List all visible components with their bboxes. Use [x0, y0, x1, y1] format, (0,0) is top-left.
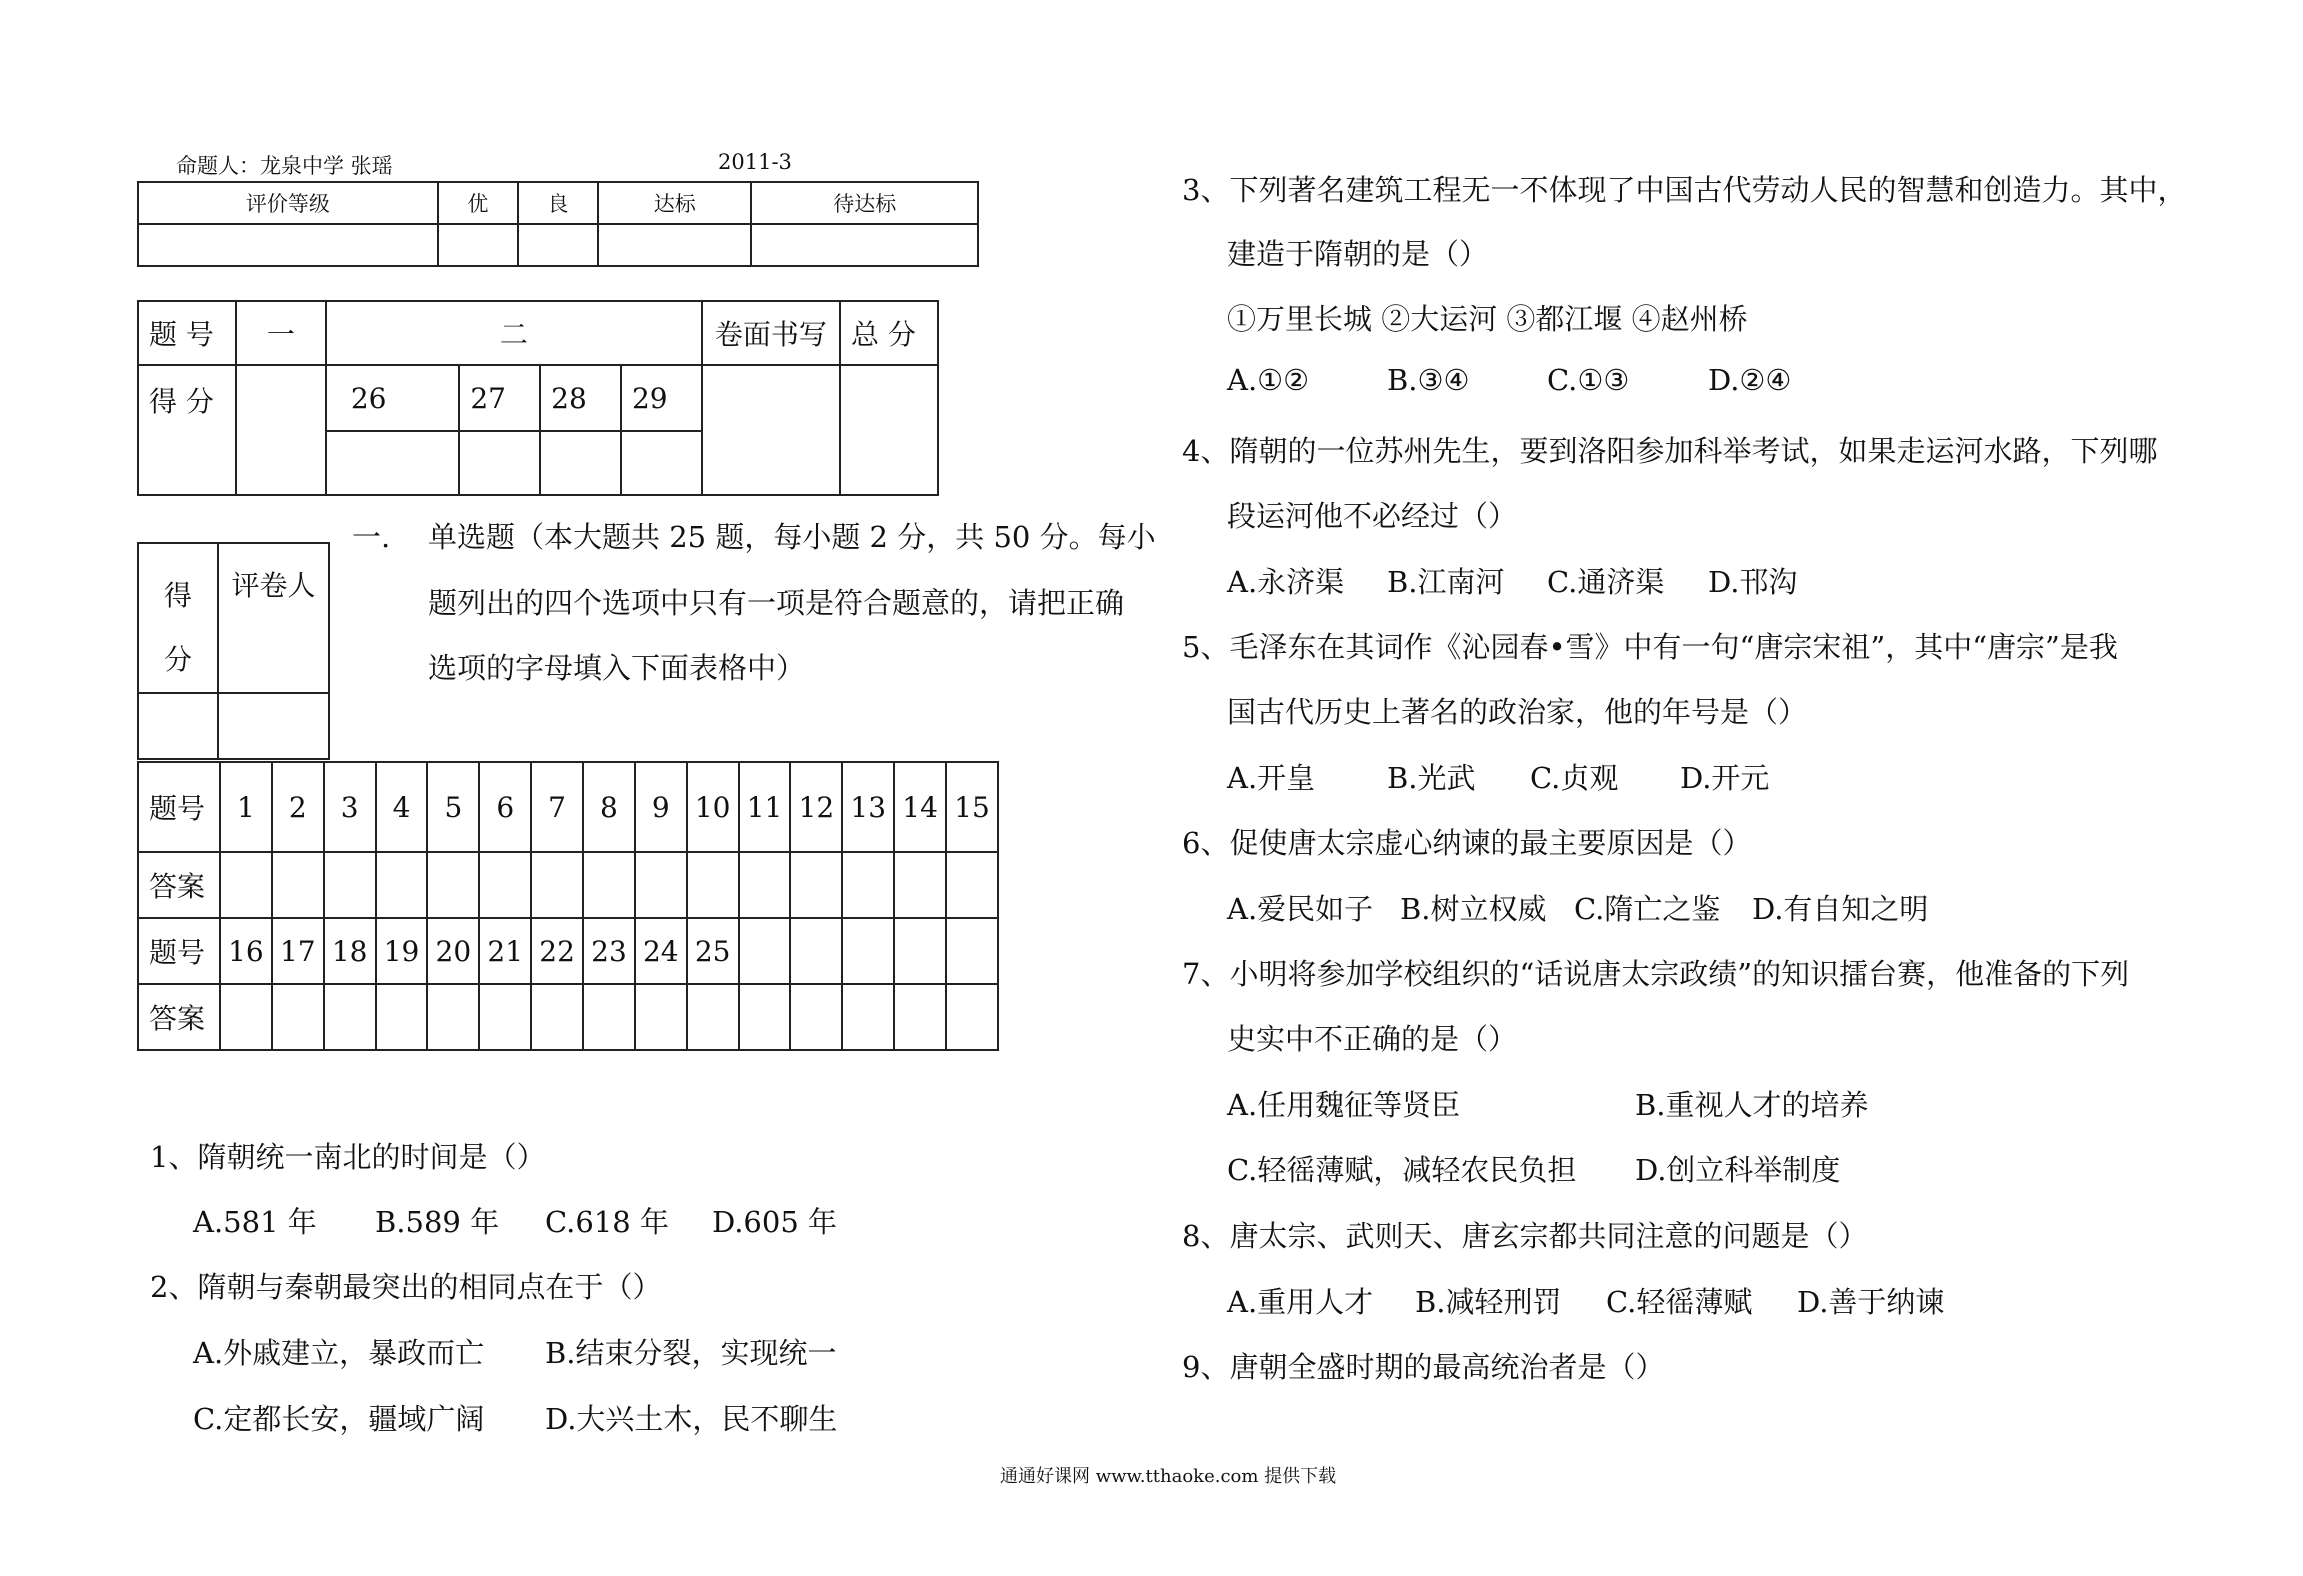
q6-option-a: A.爱民如子 — [1227, 892, 1374, 926]
question-number-cell: 7 — [531, 762, 583, 852]
q4-option-b: B.江南河 — [1387, 565, 1505, 599]
question-3-line1: 3、下列著名建筑工程无一不体现了中国古代劳动人民的智慧和创造力。其中， — [1182, 173, 2187, 207]
section-intro-line3: 选项的字母填入下面表格中） — [428, 651, 806, 685]
grade-header: 评价等级 — [138, 182, 438, 224]
answer-cell[interactable] — [739, 852, 791, 918]
question-number-cell: 5 — [427, 762, 479, 852]
q8-option-a: A.重用人才 — [1227, 1285, 1374, 1319]
question-4-line1: 4、隋朝的一位苏州先生，要到洛阳参加科举考试，如果走运河水路，下列哪 — [1182, 434, 2158, 468]
question-number-cell — [790, 918, 842, 984]
q1-option-b: B.589 年 — [375, 1205, 500, 1239]
q4-option-a: A.永济渠 — [1227, 565, 1345, 599]
score-header-2: 二 — [326, 301, 702, 365]
question-number-cell: 6 — [479, 762, 531, 852]
score-sub-28: 28 — [540, 365, 621, 431]
q5-option-d: D.开元 — [1680, 761, 1770, 795]
question-number-row — [138, 918, 998, 984]
grade-cell[interactable] — [598, 224, 751, 266]
answer-cell[interactable] — [583, 984, 635, 1050]
answer-cell[interactable] — [376, 852, 428, 918]
question-number-cell: 18 — [324, 918, 376, 984]
q6-option-d: D.有自知之明 — [1752, 892, 1929, 926]
score-cell-26[interactable] — [326, 431, 459, 495]
answer-table — [137, 761, 999, 1051]
question-number-cell: 22 — [531, 918, 583, 984]
question-number-cell: 12 — [790, 762, 842, 852]
answer-cell[interactable] — [687, 852, 739, 918]
question-number-cell: 2 — [272, 762, 324, 852]
question-row-label: 题号 — [138, 762, 220, 852]
grade-header: 待达标 — [751, 182, 978, 224]
answer-cell[interactable] — [324, 984, 376, 1050]
question-8: 8、唐太宗、武则天、唐玄宗都共同注意的问题是（） — [1182, 1219, 1868, 1253]
q1-option-c: C.618 年 — [545, 1205, 669, 1239]
question-2: 2、隋朝与秦朝最突出的相同点在于（） — [150, 1270, 662, 1304]
answer-cell[interactable] — [531, 984, 583, 1050]
score-table — [137, 300, 939, 496]
q8-option-b: B.减轻刑罚 — [1415, 1285, 1562, 1319]
question-5-line1: 5、毛泽东在其词作《沁园春•雪》中有一句“唐宗宋祖”，其中“唐宗”是我 — [1182, 630, 2118, 664]
q4-option-c: C.通济渠 — [1547, 565, 1665, 599]
question-number-cell — [946, 918, 998, 984]
answer-cell[interactable] — [479, 852, 531, 918]
q8-option-c: C.轻徭薄赋 — [1606, 1285, 1753, 1319]
answer-cell[interactable] — [635, 852, 687, 918]
grade-table — [137, 181, 979, 267]
section-intro-line2: 题列出的四个选项中只有一项是符合题意的，请把正确 — [428, 586, 1125, 620]
score-sub-26: 26 — [326, 365, 459, 431]
question-6: 6、促使唐太宗虚心纳谏的最主要原因是（） — [1182, 826, 1752, 860]
answer-row — [138, 984, 998, 1050]
answer-cell[interactable] — [479, 984, 531, 1050]
answer-cell[interactable] — [894, 852, 946, 918]
answer-cell[interactable] — [324, 852, 376, 918]
q7-option-a: A.任用魏征等贤臣 — [1227, 1088, 1461, 1122]
score-cell-1[interactable] — [236, 365, 326, 495]
q5-option-b: B.光武 — [1387, 761, 1476, 795]
q7-option-d: D.创立科举制度 — [1635, 1153, 1841, 1187]
grade-cell[interactable] — [438, 224, 518, 266]
question-number-row — [138, 762, 998, 852]
question-1: 1、隋朝统一南北的时间是（） — [150, 1140, 546, 1174]
grader-score-label: 得 分 — [138, 543, 218, 693]
score-cell-29[interactable] — [621, 431, 702, 495]
answer-cell[interactable] — [842, 852, 894, 918]
section-intro-line1: 单选题（本大题共 25 题，每小题 2 分，共 50 分。每小 — [428, 520, 1156, 554]
question-number-cell: 17 — [272, 918, 324, 984]
q3-option-c: C.①③ — [1547, 363, 1630, 397]
question-number-cell: 16 — [220, 918, 272, 984]
answer-cell[interactable] — [894, 984, 946, 1050]
question-number-cell: 13 — [842, 762, 894, 852]
score-header-1: 一 — [236, 301, 326, 365]
question-number-cell: 14 — [894, 762, 946, 852]
answer-row-label: 答案 — [138, 852, 220, 918]
q2-option-b: B.结束分裂，实现统一 — [545, 1336, 837, 1370]
score-cell-27[interactable] — [459, 431, 540, 495]
grade-header: 良 — [518, 182, 598, 224]
score-header-no: 题 号 — [138, 301, 236, 365]
question-number-cell: 24 — [635, 918, 687, 984]
q6-option-c: C.隋亡之鉴 — [1574, 892, 1721, 926]
score-row-label: 得 分 — [138, 365, 236, 495]
answer-row — [138, 852, 998, 918]
q5-option-a: A.开皇 — [1227, 761, 1316, 795]
answer-cell[interactable] — [946, 852, 998, 918]
footer-source: 通通好课网 www.tthaoke.com 提供下载 — [1000, 1466, 1337, 1487]
grader-name-cell[interactable] — [218, 693, 329, 759]
question-number-cell: 10 — [687, 762, 739, 852]
answer-cell[interactable] — [946, 984, 998, 1050]
answer-cell[interactable] — [687, 984, 739, 1050]
q7-option-b: B.重视人才的培养 — [1635, 1088, 1869, 1122]
question-number-cell: 4 — [376, 762, 428, 852]
answer-cell[interactable] — [635, 984, 687, 1050]
q7-option-c: C.轻徭薄赋，减轻农民负担 — [1227, 1153, 1577, 1187]
question-number-cell: 19 — [376, 918, 428, 984]
score-cell-28[interactable] — [540, 431, 621, 495]
grade-cell[interactable] — [138, 224, 438, 266]
q1-option-d: D.605 年 — [712, 1205, 838, 1239]
answer-cell[interactable] — [790, 984, 842, 1050]
score-sub-27: 27 — [459, 365, 540, 431]
question-4-line2: 段运河他不必经过（） — [1227, 499, 1518, 533]
q2-option-d: D.大兴土木，民不聊生 — [545, 1402, 838, 1436]
answer-cell[interactable] — [583, 852, 635, 918]
answer-cell[interactable] — [272, 852, 324, 918]
question-5-line2: 国古代历史上著名的政治家，他的年号是（） — [1227, 695, 1808, 729]
grader-score-cell[interactable] — [138, 693, 218, 759]
question-7-line1: 7、小明将参加学校组织的“话说唐太宗政绩”的知识擂台赛，他准备的下列 — [1182, 957, 2130, 991]
question-3-line2: 建造于隋朝的是（） — [1227, 237, 1489, 271]
grade-cell[interactable] — [751, 224, 978, 266]
answer-cell[interactable] — [376, 984, 428, 1050]
question-number-cell: 23 — [583, 918, 635, 984]
score-header-writing: 卷面书写 — [702, 301, 840, 365]
section-number: 一. — [352, 520, 391, 554]
q8-option-d: D.善于纳谏 — [1797, 1285, 1945, 1319]
exam-date: 2011-3 — [718, 150, 792, 174]
question-number-cell: 8 — [583, 762, 635, 852]
answer-cell[interactable] — [427, 984, 479, 1050]
grader-box — [137, 542, 330, 760]
question-number-cell: 15 — [946, 762, 998, 852]
answer-cell[interactable] — [531, 852, 583, 918]
grade-cell[interactable] — [518, 224, 598, 266]
question-3-items: ①万里长城 ②大运河 ③都江堰 ④赵州桥 — [1227, 302, 1748, 336]
q1-option-a: A.581 年 — [193, 1205, 317, 1239]
score-sub-29: 29 — [621, 365, 702, 431]
question-number-cell: 1 — [220, 762, 272, 852]
question-number-cell: 20 — [427, 918, 479, 984]
question-number-cell — [842, 918, 894, 984]
answer-cell[interactable] — [220, 852, 272, 918]
question-row-label: 题号 — [138, 918, 220, 984]
answer-cell[interactable] — [427, 852, 479, 918]
question-number-cell: 9 — [635, 762, 687, 852]
q6-option-b: B.树立权威 — [1400, 892, 1547, 926]
answer-cell[interactable] — [220, 984, 272, 1050]
score-cell-writing[interactable] — [702, 365, 840, 495]
q3-option-b: B.③④ — [1387, 363, 1470, 397]
q2-option-c: C.定都长安，疆域广阔 — [193, 1402, 485, 1436]
question-number-cell — [894, 918, 946, 984]
grader-label: 评卷人 — [218, 543, 329, 693]
question-number-cell: 21 — [479, 918, 531, 984]
q3-option-a: A.①② — [1227, 363, 1310, 397]
answer-cell[interactable] — [790, 852, 842, 918]
question-number-cell: 3 — [324, 762, 376, 852]
question-number-cell — [739, 918, 791, 984]
grade-header: 达标 — [598, 182, 751, 224]
grade-header: 优 — [438, 182, 518, 224]
q5-option-c: C.贞观 — [1530, 761, 1619, 795]
answer-row-label: 答案 — [138, 984, 220, 1050]
answer-cell[interactable] — [272, 984, 324, 1050]
answer-cell[interactable] — [739, 984, 791, 1050]
q3-option-d: D.②④ — [1708, 363, 1792, 397]
q2-option-a: A.外戚建立，暴政而亡 — [193, 1336, 485, 1370]
question-9: 9、唐朝全盛时期的最高统治者是（） — [1182, 1350, 1665, 1384]
author-line: 命题人：龙泉中学 张瑶 — [176, 154, 393, 178]
question-number-cell: 11 — [739, 762, 791, 852]
question-7-line2: 史实中不正确的是（） — [1227, 1022, 1518, 1056]
answer-cell[interactable] — [842, 984, 894, 1050]
score-cell-total[interactable] — [840, 365, 938, 495]
score-header-total: 总 分 — [840, 301, 938, 365]
question-number-cell: 25 — [687, 918, 739, 984]
q4-option-d: D.邗沟 — [1708, 565, 1798, 599]
